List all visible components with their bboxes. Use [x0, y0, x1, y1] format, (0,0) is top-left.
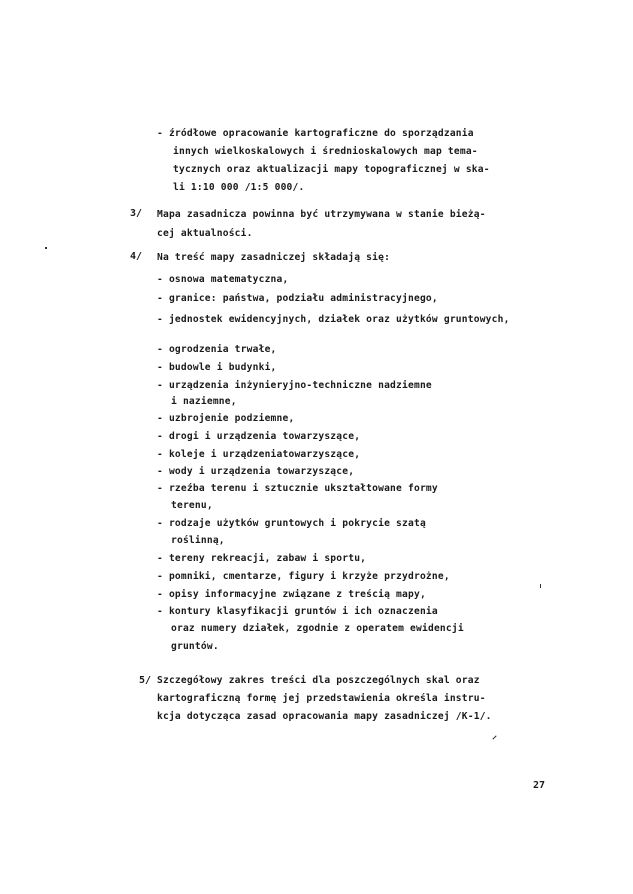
section-5-line-2: kartograficzną formę jej przedstawienia określa instru- — [157, 693, 486, 704]
scan-speck — [45, 247, 47, 249]
intro-line-2: innych wielkoskalowych i średnioskalowych map tema- — [173, 146, 478, 157]
section-4-number: 4/ — [130, 251, 143, 262]
section-4-item: - koleje i urządzeniatowarzyszące, — [157, 449, 361, 460]
section-4-item-continuation: terenu, — [171, 500, 213, 511]
intro-line-1: - źródłowe opracowanie kartograficzne do sporządzania — [157, 128, 474, 139]
section-4-item: - ogrodzenia trwałe, — [157, 344, 277, 355]
section-5-line-3: kcja dotycząca zasad opracowania mapy zasadniczej /K-1/. — [157, 711, 492, 722]
section-4-item: - tereny rekreacji, zabaw i sportu, — [157, 553, 367, 564]
section-4-intro: Na treść mapy zasadniczej składają się: — [157, 252, 391, 263]
section-3-number: 3/ — [130, 208, 143, 219]
section-4-item-continuation: gruntów. — [171, 641, 219, 652]
section-4-item: - urządzenia inżynieryjno-techniczne nadziemne — [157, 380, 432, 391]
section-4-item: - rzeźba terenu i sztucznie ukształtowane formy — [157, 483, 438, 494]
section-4-item-continuation: i naziemne, — [171, 396, 237, 407]
intro-line-3: tycznych oraz aktualizacji mapy topograficznej w ska- — [173, 164, 490, 175]
scan-speck — [492, 735, 496, 739]
section-4-item: - pomniki, cmentarze, figury i krzyże przydrożne, — [157, 571, 450, 582]
section-4-item: - wody i urządzenia towarzyszące, — [157, 466, 355, 477]
section-3-line-1: Mapa zasadnicza powinna być utrzymywana w stanie bieżą- — [157, 209, 486, 220]
section-4-item: - kontury klasyfikacji gruntów i ich oznaczenia — [157, 606, 438, 617]
section-4-item: - rodzaje użytków gruntowych i pokrycie szatą — [157, 518, 426, 529]
section-4-item: - osnowa matematyczna, — [157, 274, 289, 285]
section-3-line-2: cej aktualności. — [157, 228, 253, 239]
section-4-item-continuation: oraz numery działek, zgodnie z operatem ewidencji — [171, 623, 464, 634]
section-5-number: 5/ — [139, 675, 152, 686]
page-number: 27 — [533, 780, 546, 791]
section-4-item: - granice: państwa, podziału administracyjnego, — [157, 293, 438, 304]
section-4-item-continuation: roślinną, — [171, 535, 225, 546]
section-4-item: - budowle i budynki, — [157, 362, 277, 373]
intro-line-4: li 1:10 000 /1:5 000/. — [173, 182, 305, 193]
section-4-item: - uzbrojenie podziemne, — [157, 413, 295, 424]
section-4-item: - drogi i urządzenia towarzyszące, — [157, 431, 361, 442]
section-4-item: - jednostek ewidencyjnych, działek oraz użytków gruntowych, — [157, 314, 510, 325]
section-4-item: - opisy informacyjne związane z treścią mapy, — [157, 589, 426, 600]
scan-speck — [540, 584, 541, 588]
section-5-line-1: Szczegółowy zakres treści dla poszczególnych skal oraz — [157, 675, 480, 686]
